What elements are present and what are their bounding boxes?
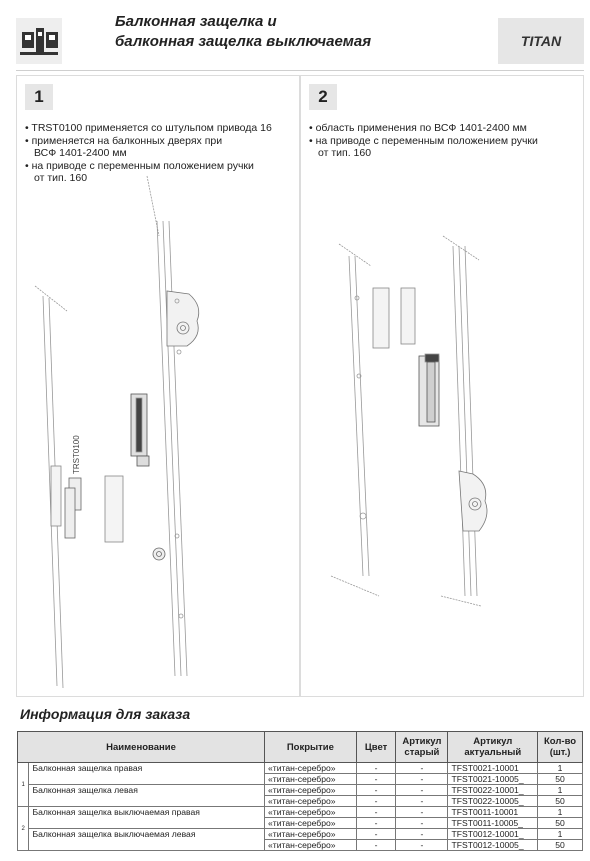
product-name: Балконная защелка выключаемая левая <box>29 829 265 851</box>
col-header-old-article: Артикул старый <box>396 732 448 763</box>
panel-2-number: 2 <box>309 84 337 110</box>
color-cell: - <box>356 829 396 840</box>
product-name: Балконная защелка левая <box>29 785 265 807</box>
group-index: 2 <box>18 807 29 851</box>
actual-article-cell: TFST0012-10005_ <box>448 840 538 851</box>
quantity-cell: 50 <box>538 840 583 851</box>
color-cell: - <box>356 807 396 818</box>
brand-badge: TITAN <box>498 18 584 64</box>
table-row <box>18 829 583 840</box>
bullet-item-continuation: от тип. 160 <box>318 147 372 159</box>
actual-article-cell: TFST0012-10001_ <box>448 829 538 840</box>
table-row <box>18 785 583 796</box>
color-cell: - <box>356 840 396 851</box>
old-article-cell: - <box>396 818 448 829</box>
coating-cell: «титан-серебро» <box>265 796 357 807</box>
old-article-cell: - <box>396 796 448 807</box>
page-title <box>115 12 371 52</box>
coating-cell: «титан-серебро» <box>265 763 357 774</box>
product-name: Балконная защелка правая <box>29 763 265 785</box>
title-line-1: Балконная защелка и <box>115 13 277 30</box>
quantity-cell: 1 <box>538 829 583 840</box>
bullet-item: • применяется на балконных дверях при <box>25 134 223 147</box>
quantity-cell: 1 <box>538 785 583 796</box>
old-article-cell: - <box>396 829 448 840</box>
old-article-cell: - <box>396 763 448 774</box>
company-logo-icon <box>16 18 62 64</box>
bullet-item-continuation: от тип. 160 <box>34 172 88 184</box>
coating-cell: «титан-серебро» <box>265 829 357 840</box>
color-cell: - <box>356 796 396 807</box>
header-divider <box>16 70 584 71</box>
old-article-cell: - <box>396 840 448 851</box>
quantity-cell: 50 <box>538 796 583 807</box>
actual-article-cell: TFST0021-10005_ <box>448 774 538 785</box>
actual-article-cell: TFST0021-10001 <box>448 763 538 774</box>
col-header-coating: Покрытие <box>265 732 357 763</box>
actual-article-cell: TFST0011-10005_ <box>448 818 538 829</box>
bullet-item: • область применения по ВСФ 1401-2400 мм <box>309 122 527 134</box>
bullet-item: • на приводе с переменным положением ручки <box>309 134 538 147</box>
quantity-cell: 1 <box>538 763 583 774</box>
old-article-cell: - <box>396 807 448 818</box>
drawing-label: TRST0100 <box>72 435 81 474</box>
color-cell: - <box>356 818 396 829</box>
title-line-2: балконная защелка выключаемая <box>115 33 372 50</box>
actual-article-cell: TFST0022-10005_ <box>448 796 538 807</box>
order-section-title: Информация для заказа <box>20 706 191 722</box>
panel-1-number: 1 <box>25 84 53 110</box>
col-header-name: Наименование <box>18 732 265 763</box>
quantity-cell: 1 <box>538 807 583 818</box>
color-cell: - <box>356 785 396 796</box>
col-header-color: Цвет <box>356 732 396 763</box>
coating-cell: «титан-серебро» <box>265 807 357 818</box>
table-header-row <box>18 732 583 763</box>
bullet-item: • TRST0100 применяется со штульпом привода 16 <box>25 122 272 134</box>
actual-article-cell: TFST0022-10001_ <box>448 785 538 796</box>
coating-cell: «титан-серебро» <box>265 818 357 829</box>
order-table <box>17 731 583 851</box>
product-name: Балконная защелка выключаемая правая <box>29 807 265 829</box>
color-cell: - <box>356 763 396 774</box>
old-article-cell: - <box>396 774 448 785</box>
actual-article-cell: TFST0011-10001 <box>448 807 538 818</box>
coating-cell: «титан-серебро» <box>265 774 357 785</box>
panel-2 <box>300 75 584 697</box>
quantity-cell: 50 <box>538 774 583 785</box>
old-article-cell: - <box>396 785 448 796</box>
col-header-quantity: Кол-во (шт.) <box>538 732 583 763</box>
bullet-item: • на приводе с переменным положением ручки <box>25 159 254 172</box>
col-header-actual-article: Артикул актуальный <box>448 732 538 763</box>
table-row <box>18 807 583 818</box>
color-cell: - <box>356 774 396 785</box>
table-row <box>18 763 583 774</box>
quantity-cell: 50 <box>538 818 583 829</box>
coating-cell: «титан-серебро» <box>265 840 357 851</box>
latch-drawing-1 <box>17 76 299 696</box>
bullet-item-continuation: ВСФ 1401-2400 мм <box>34 147 127 159</box>
panel-1 <box>16 75 300 697</box>
coating-cell: «титан-серебро» <box>265 785 357 796</box>
group-index: 1 <box>18 763 29 807</box>
latch-drawing-2 <box>301 76 583 696</box>
